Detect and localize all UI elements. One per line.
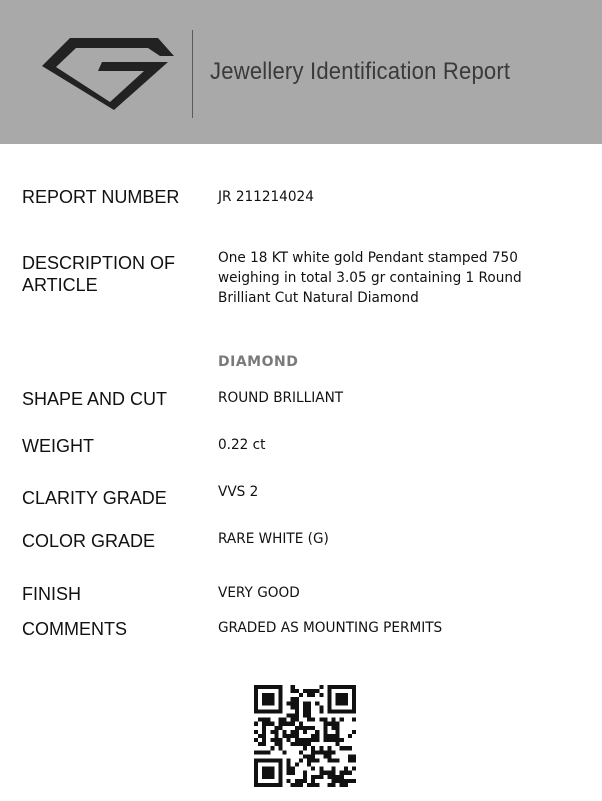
description-label-line1: DESCRIPTION OF xyxy=(22,253,176,273)
header-divider xyxy=(192,30,193,118)
color-label: COLOR GRADE xyxy=(22,531,156,551)
finish-value: VERY GOOD xyxy=(218,585,300,601)
comments-label: COMMENTS xyxy=(22,619,127,639)
report-title: Jewellery Identification Report xyxy=(210,58,511,85)
weight-value: 0.22 ct xyxy=(218,437,266,453)
clarity-value: VVS 2 xyxy=(218,484,259,500)
qr-code-icon[interactable] xyxy=(254,685,356,787)
description-label-line2: ARTICLE xyxy=(22,275,98,295)
report-number-value: JR 211214024 xyxy=(218,189,314,205)
comments-value: GRADED AS MOUNTING PERMITS xyxy=(218,620,443,636)
diamond-section-title: DIAMOND xyxy=(218,354,299,370)
weight-label: WEIGHT xyxy=(22,436,94,456)
report-header xyxy=(0,0,602,144)
description-value: One 18 KT white gold Pendant stamped 750 weighing in total 3.05 gr containing 1 Round Brilliant Cut Natural Diamond xyxy=(218,250,522,306)
report-number-label: REPORT NUMBER xyxy=(22,187,180,207)
clarity-label: CLARITY GRADE xyxy=(22,488,167,508)
shape-label: SHAPE AND CUT xyxy=(22,389,168,409)
color-value: RARE WHITE (G) xyxy=(218,531,329,547)
diamond-g-logo-icon xyxy=(40,34,176,112)
shape-value: ROUND BRILLIANT xyxy=(218,390,344,406)
finish-label: FINISH xyxy=(22,584,82,604)
